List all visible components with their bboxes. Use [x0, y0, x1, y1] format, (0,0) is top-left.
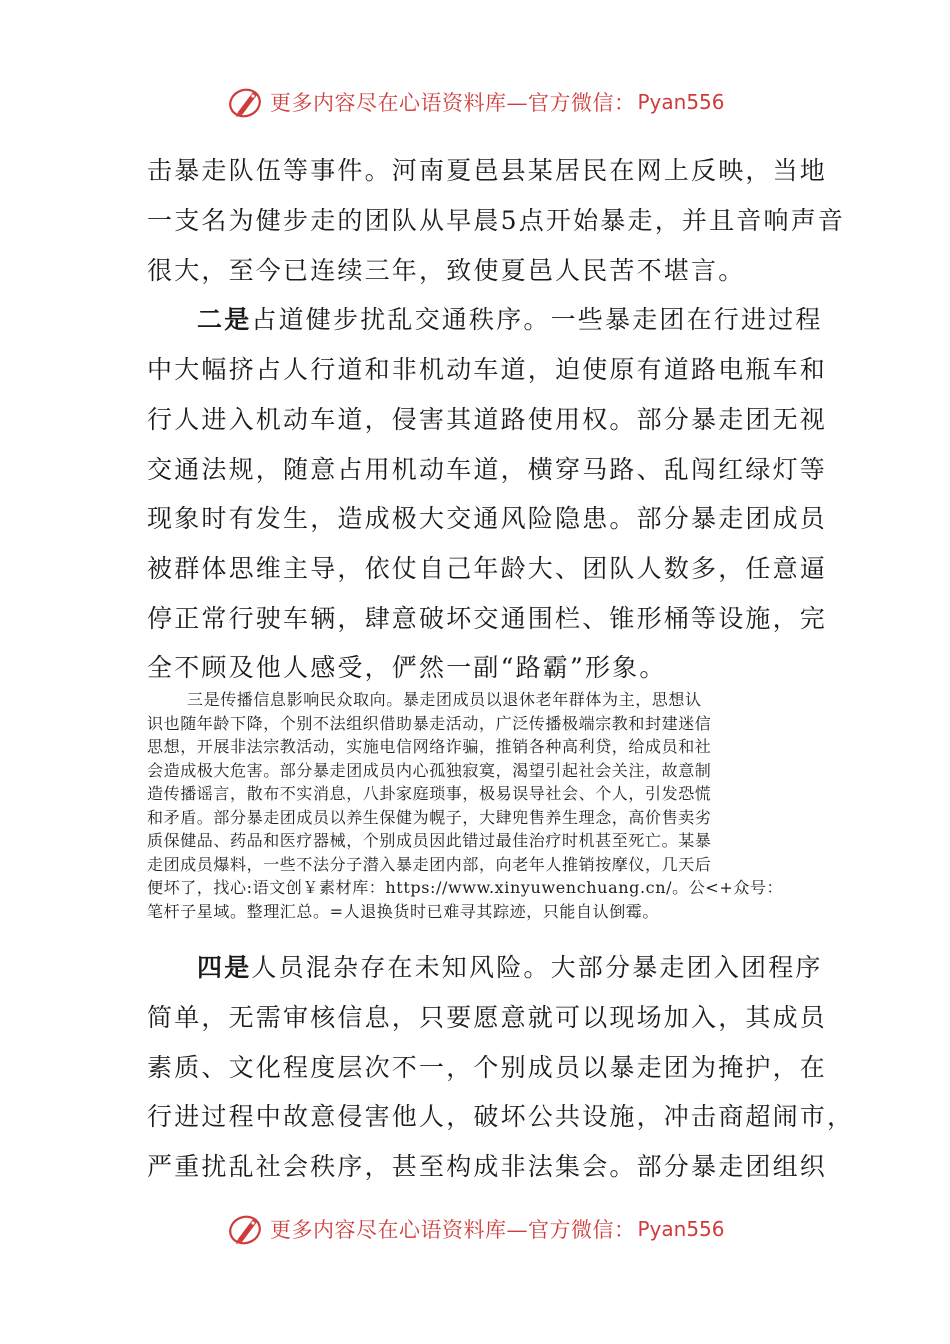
body-line: 严重扰乱社会秩序，甚至构成非法集会。部分暴走团组织: [147, 1152, 828, 1181]
body-line: 被群体思维主导，依仗自己年龄大、团队人数多，任意逼: [147, 554, 828, 583]
small-print-line: 走团成员爆料，一些不法分子潜入暴走团内部，向老年人推销按摩仪，几天后: [147, 854, 712, 874]
banner-text: 更多内容尽在心语资料库—官方微信：: [270, 91, 636, 115]
body-line: 停正常行驶车辆，肆意破坏交通围栏、锥形桶等设施，完: [147, 604, 828, 633]
paragraph-first-line: [147, 953, 857, 983]
banner-text: 更多内容尽在心语资料库—官方微信：: [270, 1218, 636, 1242]
small-print-line: 造传播谣言，散布不实消息，八卦家庭琐事，极易误导社会、个人，引发恐慌: [147, 784, 712, 803]
small-print-line: 质保健品、药品和医疗器械，个别成员因此错过最佳治疗时机甚至死亡。某暴: [147, 831, 712, 850]
body-line: 一支名为健步走的团队从早晨5点开始暴走，并且音响声音: [147, 206, 846, 235]
pen-nib-logo-icon: [226, 1209, 266, 1249]
small-print-line: 识也随年龄下降，个别不法组织借助暴走活动，广泛传播极端宗教和封建迷信: [147, 713, 712, 733]
header-banner: [226, 80, 746, 124]
small-print-line: 便坏了，找心:语文创￥素材库：https://www.xinyuwenchuang.cn/。公<+众号：: [147, 878, 784, 897]
body-line: 现象时有发生，造成极大交通风险隐患。部分暴走团成员: [147, 504, 828, 533]
paragraph-lead: 二是: [197, 305, 252, 334]
body-line: 中大幅挤占人行道和非机动车道，迫使原有道路电瓶车和: [147, 355, 828, 384]
small-print-paragraph: [147, 688, 807, 923]
paragraph-first-line: [147, 305, 857, 335]
body-line: 交通法规，随意占用机动车道，横穿马路、乱闯红绿灯等: [147, 455, 828, 484]
body-line: 击暴走队伍等事件。河南夏邑县某居民在网上反映，当地: [147, 156, 828, 185]
pen-nib-logo-icon: [226, 82, 266, 122]
body-line: 行人进入机动车道，侵害其道路使用权。部分暴走团无视: [147, 405, 828, 434]
body-line: 全不顾及他人感受，俨然一副“路霸”形象。: [147, 653, 667, 682]
small-print-line: 三是传播信息影响民众取向。暴走团成员以退休老年群体为主，思想认: [187, 690, 702, 709]
small-print-line: 笔杆子星域。整理汇总。=人退换货时已难寻其踪迹，只能自认倒霉。: [147, 901, 660, 921]
small-print-line: 会造成极大危害。部分暴走团成员内心孤独寂寞，渴望引起社会关注，故意制: [147, 760, 712, 780]
small-print-line: 和矛盾。部分暴走团成员以养生保健为幌子，大肆兜售养生理念，高价售卖劣: [147, 807, 712, 827]
body-line: 简单，无需审核信息，只要愿意就可以现场加入，其成员: [147, 1003, 828, 1032]
banner-wechat-handle: Pyan556: [637, 1217, 725, 1241]
body-line: 很大，至今已连续三年，致使夏邑人民苦不堪言。: [147, 256, 746, 285]
paragraph-lead-rest: 占道健步扰乱交通秩序。一些暴走团在行进过程: [251, 305, 823, 334]
paragraph-lead: 四是: [197, 953, 252, 982]
banner-wechat-handle: Pyan556: [637, 90, 725, 114]
body-line: 素质、文化程度层次不一，个别成员以暴走团为掩护，在: [147, 1053, 828, 1082]
small-print-line: 思想，开展非法宗教活动，实施电信网络诈骗，推销各种高利贷，给成员和社: [147, 737, 712, 756]
paragraph-lead-rest: 人员混杂存在未知风险。大部分暴走团入团程序: [251, 953, 823, 982]
footer-banner: [226, 1207, 746, 1251]
body-line: 行进过程中故意侵害他人，破坏公共设施，冲击商超闹市，: [147, 1102, 855, 1131]
